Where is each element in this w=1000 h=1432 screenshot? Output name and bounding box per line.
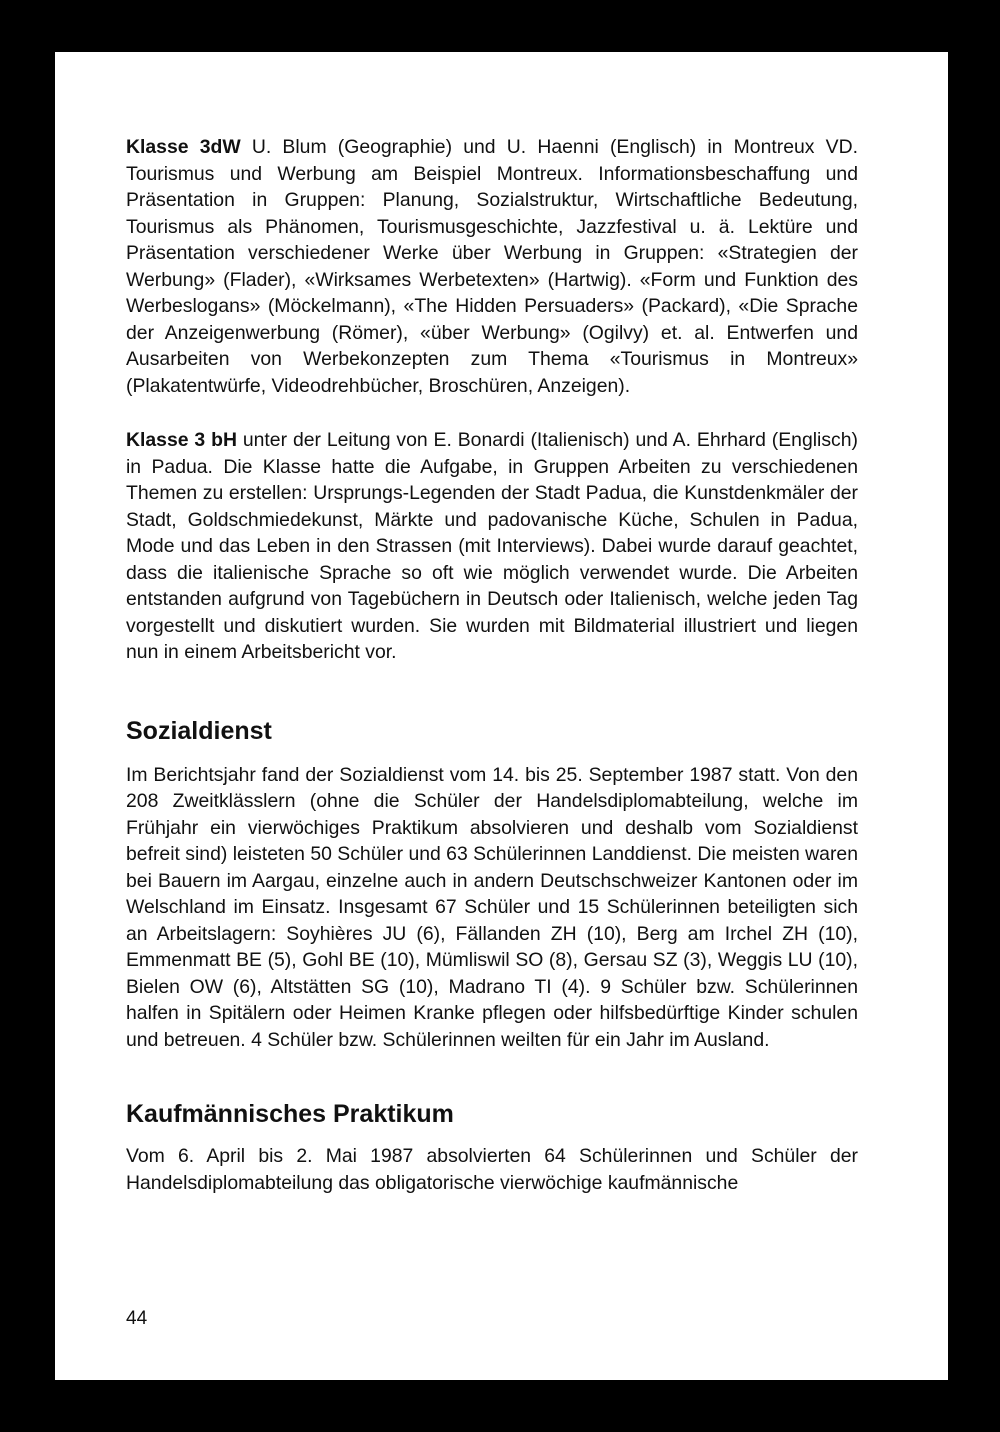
paragraph-text: unter der Leitung von E. Bonardi (Italienisch) und A. Ehrhard (Englisch) in Padua. Die Klasse hatte die Aufgabe, in Gruppen Arbeiten zu verschiedenen Themen zu erstellen: Ursprungs-Legenden der Stadt Padua, die Kunstdenkmäler der Stadt, Goldschmiedekunst, Märkte und padovanische Küche, Schulen in Padua, Mode und das Leben in den Strassen (mit Interviews). Dabei wurde darauf geachtet, dass die italienische Sprache so oft wie möglich verwendet wurde. Die Arbeiten entstanden aufgrund von Tagebüchern in Deutsch oder Italienisch, welche jeden Tag vorgestellt und diskutiert wurden. Sie wurden mit Bildmaterial illustriert und liegen nun in einem Arbeitsbericht vor.: [126, 429, 858, 663]
paragraph-klasse-3bh: [126, 427, 858, 666]
paragraph-praktikum: Vom 6. April bis 2. Mai 1987 absolvierten 64 Schülerinnen und Schüler der Handelsdiplomabteilung das obligatorische vierwöchige kaufmännische: [126, 1145, 858, 1194]
paragraph-klasse-3dw: [126, 134, 858, 399]
paragraph-text: U. Blum (Geographie) und U. Haenni (Englisch) in Montreux VD. Tourismus und Werbung am Beispiel Montreux. Informationsbeschaffung und Präsentation in Gruppen: Planung, Sozialstruktur, Wirtschaftliche Bedeutung, Tourismus als Phänomen, Tourismusgeschichte, Jazzfestival u. ä. Lektüre und Präsentation verschiedener Werke über Werbung in Gruppen: «Strategien der Werbung» (Flader), «Wirksames Werbetexten» (Hartwig). «Form und Funktion des Werbeslogans» (Möckelmann), «The Hidden Persuaders» (Packard), «Die Sprache der Anzeigenwerbung (Römer), «über Werbung» (Ogilvy) et. al. Entwerfen und Ausarbeiten von Werbekonzepten zum Thema «Tourismus in Montreux» (Plakatentwürfe, Videodrehbücher, Broschüren, Anzeigen).: [126, 136, 858, 397]
document-body: [126, 134, 858, 1196]
paragraph-sozialdienst: Im Berichtsjahr fand der Sozialdienst vom 14. bis 25. September 1987 statt. Von den 208 Zweitklässlern (ohne die Schüler der Handelsdiplomabteilung, welche im Frühjahr ein vierwöchiges Praktikum absolvieren und deshalb vom Sozialdienst befreit sind) leisteten 50 Schüler und 63 Schülerinnen Landdienst. Die meisten waren bei Bauern im Aargau, einzelne auch in andern Deutschschweizer Kantonen oder im Welschland im Einsatz. Insgesamt 67 Schüler und 15 Schülerinnen beteiligten sich an Arbeitslagern: Soyhières JU (6), Fällanden ZH (10), Berg am Irchel ZH (10), Emmenmatt BE (5), Gohl BE (10), Mümliswil SO (8), Gersau SZ (3), Weggis LU (10), Bielen OW (6), Altstätten SG (10), Madrano TI (4). 9 Schüler bzw. Schülerinnen halfen in Spitälern oder Heimen Kranke pflegen oder hilfsbedürftige Kinder schulen und betreuen. 4 Schüler bzw. Schülerinnen weilten für ein Jahr im Ausland.: [126, 763, 858, 1051]
paragraph-lead: Klasse 3dW: [126, 136, 241, 158]
section-title-praktikum: Kaufmännisches Praktikum: [126, 1100, 454, 1128]
paragraph-lead: Klasse 3 bH: [126, 429, 237, 451]
section-title-sozialdienst: Sozialdienst: [126, 716, 272, 745]
page-number: 44: [126, 1308, 148, 1329]
document-page: [55, 52, 948, 1380]
